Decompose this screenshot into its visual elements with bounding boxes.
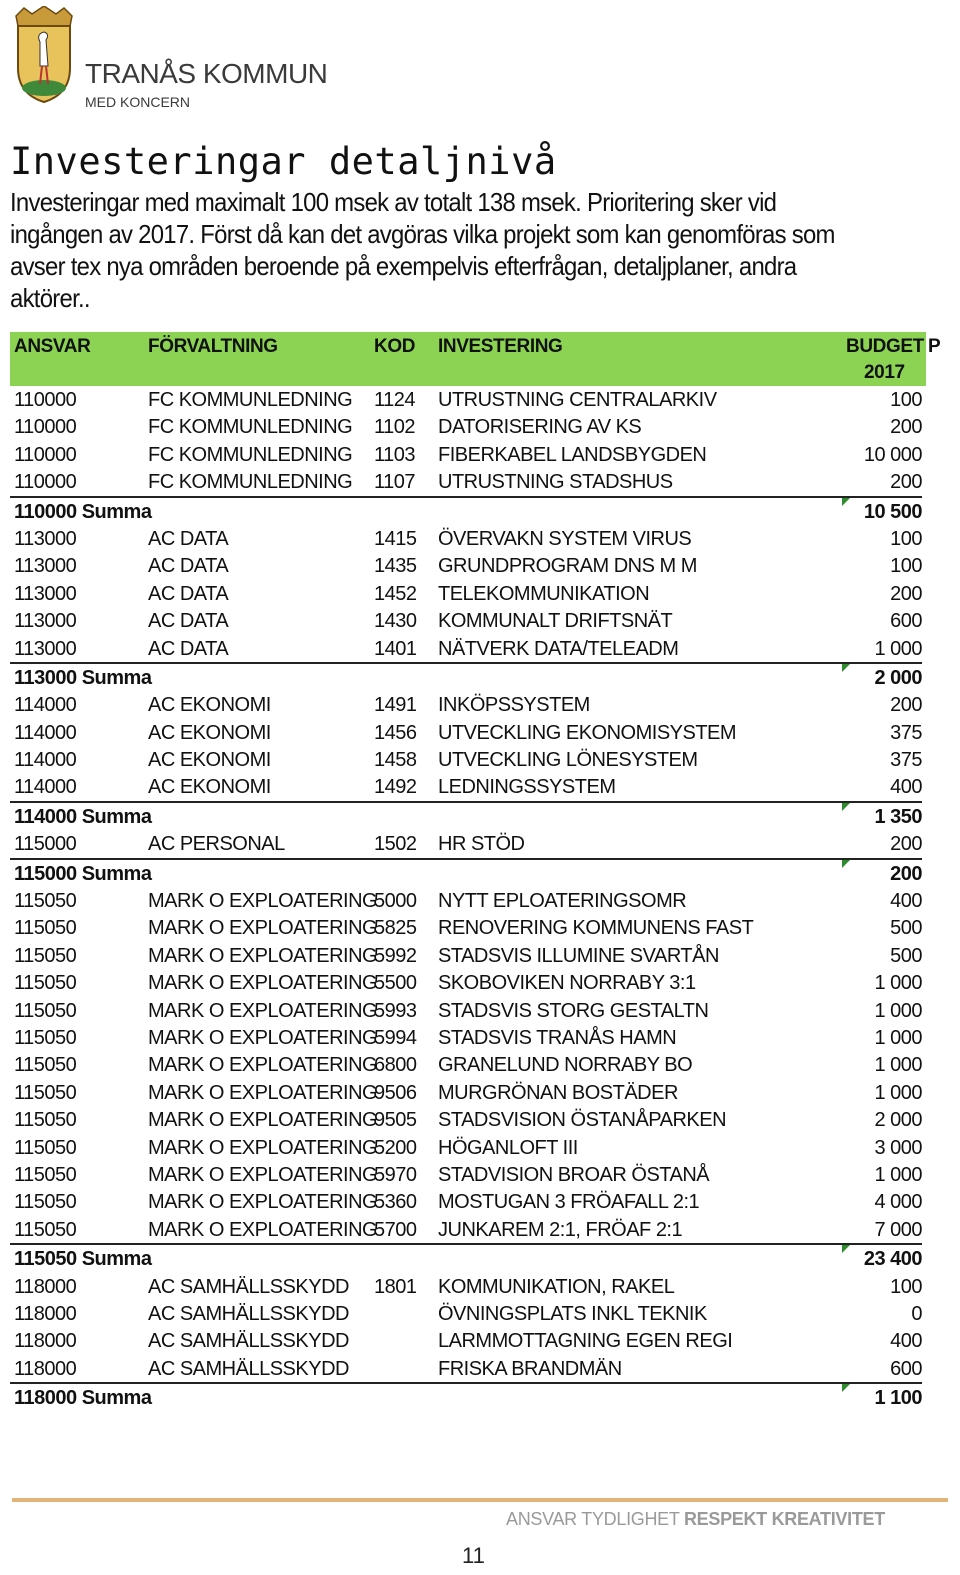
table-row [10,719,922,746]
cell-budget: 100 [890,555,922,578]
cell-ansvar: 114000 Summa [14,805,152,828]
cell-forvaltning: MARK O EXPLOATERING [148,999,378,1022]
header-budget: BUDGET [846,336,924,357]
cell-ansvar: 113000 Summa [14,666,152,689]
table-row [10,1051,922,1078]
cell-kod: 1502 [374,833,417,856]
table-row [10,525,922,552]
cell-investering: TELEKOMMUNIKATION [438,582,650,605]
cell-forvaltning: MARK O EXPLOATERING [148,1081,378,1104]
cell-kod: 1103 [374,443,416,466]
cell-ansvar: 115050 [14,999,77,1022]
cell-ansvar: 113000 [14,637,77,660]
cell-forvaltning: MARK O EXPLOATERING [148,972,378,995]
cell-kod: 1401 [374,637,417,660]
cell-ansvar: 114000 [14,776,77,799]
cell-budget: 1 000 [874,1163,922,1186]
cell-comment-marker [842,664,850,672]
header-forvaltning: FÖRVALTNING [148,336,278,357]
cell-forvaltning: AC PERSONAL [148,833,285,856]
cell-kod: 9506 [374,1081,417,1104]
cell-kod: 1801 [374,1275,417,1298]
cell-ansvar: 110000 [14,416,77,439]
cell-kod: 1491 [374,694,417,717]
cell-budget: 1 000 [874,972,922,995]
cell-ansvar: 115050 [14,1054,77,1077]
cell-forvaltning: AC SAMHÄLLSSKYDD [148,1357,349,1380]
table-row [10,830,922,859]
cell-budget: 1 000 [874,637,922,660]
cell-budget: 200 [890,582,922,605]
cell-budget: 1 100 [874,1387,922,1410]
cell-investering: MURGRÖNAN BOSTÄDER [438,1081,678,1104]
table-row [10,1300,922,1327]
investment-table [10,332,940,1411]
table-row [10,1024,922,1051]
cell-kod: 1430 [374,610,417,633]
cell-investering: KOMMUNALT DRIFTSNÄT [438,610,673,633]
cell-investering: NYTT EPLOATERINGSOMR [438,890,687,913]
cell-investering: RENOVERING KOMMUNENS FAST [438,917,754,940]
cell-budget: 1 000 [874,999,922,1022]
cell-kod: 5500 [374,972,417,995]
cell-ansvar: 114000 [14,694,77,717]
cell-budget: 2 000 [874,666,922,689]
cell-investering: KOMMUNIKATION, RAKEL [438,1275,675,1298]
logo-sub: MED KONCERN [85,94,191,110]
cell-ansvar: 115050 Summa [14,1248,152,1271]
cell-kod: 1435 [374,555,417,578]
summary-row [10,498,922,525]
cell-kod: 5360 [374,1191,417,1214]
cell-ansvar: 115050 [14,972,77,995]
summary-row [10,664,922,691]
cell-kod: 5970 [374,1163,417,1186]
table-row [10,773,922,802]
cell-investering: STADSVIS ILLUMINE SVARTÅN [438,944,719,967]
cell-budget: 375 [890,721,922,744]
cell-ansvar: 115000 Summa [14,862,152,885]
cell-forvaltning: MARK O EXPLOATERING [148,1054,378,1077]
cell-forvaltning: MARK O EXPLOATERING [148,1218,378,1241]
cell-budget: 400 [890,890,922,913]
cell-forvaltning: AC DATA [148,555,229,578]
cell-ansvar: 110000 Summa [14,500,152,523]
table-header [10,332,926,386]
table-row [10,1188,922,1215]
table-row [10,914,922,941]
cell-kod: 5993 [374,999,417,1022]
cell-ansvar: 110000 [14,471,77,494]
header-p: P [928,336,941,357]
cell-budget: 100 [890,389,922,411]
cell-kod: 6800 [374,1054,417,1077]
cell-budget: 200 [890,833,922,856]
cell-ansvar: 113000 [14,555,77,578]
cell-forvaltning: FC KOMMUNLEDNING [148,443,353,466]
cell-budget: 10 000 [863,443,922,466]
cell-ansvar: 118000 [14,1330,77,1353]
table-row [10,1216,922,1245]
header-budget-year: 2017 [864,362,905,383]
table-row [10,580,922,607]
table-row [10,997,922,1024]
table-row [10,746,922,773]
cell-ansvar: 118000 [14,1302,77,1325]
cell-investering: GRANELUND NORRABY BO [438,1054,693,1077]
cell-budget: 375 [890,749,922,772]
cell-forvaltning: AC DATA [148,582,229,605]
cell-budget: 100 [890,1275,922,1298]
cell-kod: 1102 [374,416,416,439]
cell-budget: 23 400 [863,1248,922,1271]
cell-kod: 1107 [374,471,416,494]
cell-budget: 1 000 [874,1054,922,1077]
cell-forvaltning: MARK O EXPLOATERING [148,890,378,913]
cell-ansvar: 115000 [14,833,77,856]
cell-forvaltning: MARK O EXPLOATERING [148,917,378,940]
cell-investering: INKÖPSSYSTEM [438,694,590,717]
cell-investering: STADSVISION ÖSTANÅPARKEN [438,1109,727,1132]
intro-text: Investeringar med maximalt 100 msek av totalt 138 msek. Prioritering sker vid ingången av 2017. Först då kan det avgöras vilka projekt som kan genomföras som avser tex nya områden beroende på exempelvis efterfrågan, detaljplaner, andra aktörer.. [10,187,835,313]
table-row [10,942,922,969]
summary-row [10,803,922,830]
cell-kod: 5994 [374,1026,417,1049]
cell-budget: 200 [890,416,922,439]
cell-investering: FIBERKABEL LANDSBYGDEN [438,443,707,466]
cell-budget: 2 000 [874,1109,922,1132]
coat-of-arms-icon [10,6,78,106]
cell-budget: 400 [890,1330,922,1353]
cell-investering: HÖGANLOFT III [438,1136,578,1159]
cell-budget: 500 [890,917,922,940]
cell-kod: 5000 [374,890,417,913]
table-row [10,607,922,634]
page-title: Investeringar detaljnivå [10,140,557,183]
cell-budget: 200 [890,862,922,885]
cell-investering: UTVECKLING LÖNESYSTEM [438,749,698,772]
motto-light: ANSVAR TYDLIGHET [506,1509,684,1529]
cell-budget: 400 [890,776,922,799]
footer-divider [12,1498,948,1502]
cell-ansvar: 118000 Summa [14,1387,152,1410]
cell-investering: UTRUSTNING CENTRALARKIV [438,389,717,411]
table-row [10,552,922,579]
cell-ansvar: 110000 [14,389,77,411]
cell-ansvar: 115050 [14,1136,77,1159]
cell-investering: HR STÖD [438,833,525,856]
cell-forvaltning: MARK O EXPLOATERING [148,1026,378,1049]
cell-forvaltning: AC EKONOMI [148,749,271,772]
cell-comment-marker [842,498,850,506]
cell-investering: ÖVNINGSPLATS INKL TEKNIK [438,1302,707,1325]
cell-kod: 5700 [374,1218,417,1241]
cell-investering: GRUNDPROGRAM DNS M M [438,555,697,578]
cell-budget: 0 [911,1302,922,1325]
summary-row [10,1245,922,1272]
cell-ansvar: 115050 [14,944,77,967]
cell-budget: 10 500 [863,500,922,523]
cell-forvaltning: AC SAMHÄLLSSKYDD [148,1330,349,1353]
table-row [10,441,922,468]
cell-forvaltning: FC KOMMUNLEDNING [148,416,353,439]
cell-investering: MOSTUGAN 3 FRÖAFALL 2:1 [438,1191,700,1214]
cell-forvaltning: AC EKONOMI [148,721,271,744]
cell-ansvar: 113000 [14,610,77,633]
cell-kod: 1458 [374,749,417,772]
cell-investering: UTRUSTNING STADSHUS [438,471,673,494]
cell-investering: LEDNINGSSYSTEM [438,776,616,799]
table-body [10,386,940,1411]
cell-forvaltning: MARK O EXPLOATERING [148,1109,378,1132]
cell-forvaltning: FC KOMMUNLEDNING [148,471,353,494]
cell-investering: LARMMOTTAGNING EGEN REGI [438,1330,733,1353]
table-row [10,1161,922,1188]
cell-ansvar: 118000 [14,1357,77,1380]
cell-forvaltning: AC EKONOMI [148,776,271,799]
cell-budget: 600 [890,610,922,633]
cell-investering: STADSVIS STORG GESTALTN [438,999,709,1022]
cell-budget: 200 [890,694,922,717]
cell-forvaltning: FC KOMMUNLEDNING [148,389,353,411]
cell-ansvar: 113000 [14,582,77,605]
cell-kod: 5992 [374,944,417,967]
cell-kod: 5825 [374,917,417,940]
cell-kod: 9505 [374,1109,417,1132]
table-row [10,1273,922,1300]
cell-comment-marker [842,1384,850,1392]
header-investering: INVESTERING [438,336,563,357]
cell-comment-marker [842,803,850,811]
cell-forvaltning: AC DATA [148,610,229,633]
cell-investering: FRISKA BRANDMÄN [438,1357,622,1380]
table-row [10,1079,922,1106]
cell-budget: 1 350 [874,805,922,828]
cell-investering: DATORISERING AV KS [438,416,642,439]
table-row [10,1355,922,1384]
cell-kod: 1124 [374,389,416,411]
cell-budget: 600 [890,1357,922,1380]
cell-forvaltning: MARK O EXPLOATERING [148,1163,378,1186]
header-ansvar: ANSVAR [14,336,91,357]
cell-budget: 3 000 [874,1136,922,1159]
table-row [10,413,922,440]
cell-ansvar: 115050 [14,917,77,940]
logo-name: TRANÅS KOMMUN [85,58,328,89]
cell-comment-marker [842,860,850,868]
cell-budget: 1 000 [874,1026,922,1049]
cell-kod: 5200 [374,1136,417,1159]
cell-budget: 100 [890,527,922,550]
cell-investering: ÖVERVAKN SYSTEM VIRUS [438,527,692,550]
cell-ansvar: 115050 [14,1109,77,1132]
cell-ansvar: 115050 [14,1191,77,1214]
cell-forvaltning: AC DATA [148,637,229,660]
page-number: 11 [462,1543,485,1568]
cell-kod: 1415 [374,527,417,550]
cell-investering: STADSVIS TRANÅS HAMN [438,1026,677,1049]
cell-ansvar: 114000 [14,721,77,744]
cell-investering: SKOBOVIKEN NORRABY 3:1 [438,972,696,995]
cell-forvaltning: MARK O EXPLOATERING [148,1191,378,1214]
cell-budget: 200 [890,471,922,494]
cell-comment-marker [842,1245,850,1253]
table-row [10,969,922,996]
cell-ansvar: 115050 [14,1163,77,1186]
cell-investering: STADVISION BROAR ÖSTANÅ [438,1163,710,1186]
cell-budget: 4 000 [874,1191,922,1214]
summary-row [10,860,922,887]
table-row [10,635,922,664]
table-row [10,691,922,718]
cell-ansvar: 115050 [14,1218,77,1241]
cell-ansvar: 110000 [14,443,77,466]
motto-bold: RESPEKT KREATIVITET [683,1509,885,1529]
cell-ansvar: 118000 [14,1275,77,1298]
cell-kod: 1452 [374,582,417,605]
cell-ansvar: 113000 [14,527,77,550]
cell-budget: 500 [890,944,922,967]
cell-forvaltning: MARK O EXPLOATERING [148,944,378,967]
cell-forvaltning: AC SAMHÄLLSSKYDD [148,1275,349,1298]
table-row [10,468,922,497]
cell-investering: JUNKAREM 2:1, FRÖAF 2:1 [438,1218,683,1241]
cell-investering: UTVECKLING EKONOMISYSTEM [438,721,737,744]
footer-motto [506,1509,885,1530]
cell-ansvar: 115050 [14,1081,77,1104]
cell-budget: 1 000 [874,1081,922,1104]
header-kod: KOD [374,336,416,357]
cell-kod: 1456 [374,721,417,744]
table-row [10,1327,922,1354]
table-row [10,386,922,413]
cell-forvaltning: AC DATA [148,527,229,550]
summary-row [10,1384,922,1411]
cell-ansvar: 115050 [14,1026,77,1049]
cell-budget: 7 000 [874,1218,922,1241]
table-row [10,1134,922,1161]
cell-forvaltning: AC EKONOMI [148,694,271,717]
cell-ansvar: 114000 [14,749,77,772]
logo [10,6,330,110]
table-row [10,1106,922,1133]
cell-forvaltning: MARK O EXPLOATERING [148,1136,378,1159]
cell-investering: NÄTVERK DATA/TELEADM [438,637,679,660]
cell-ansvar: 115050 [14,890,77,913]
cell-kod: 1492 [374,776,417,799]
table-row [10,887,922,914]
cell-forvaltning: AC SAMHÄLLSSKYDD [148,1302,349,1325]
